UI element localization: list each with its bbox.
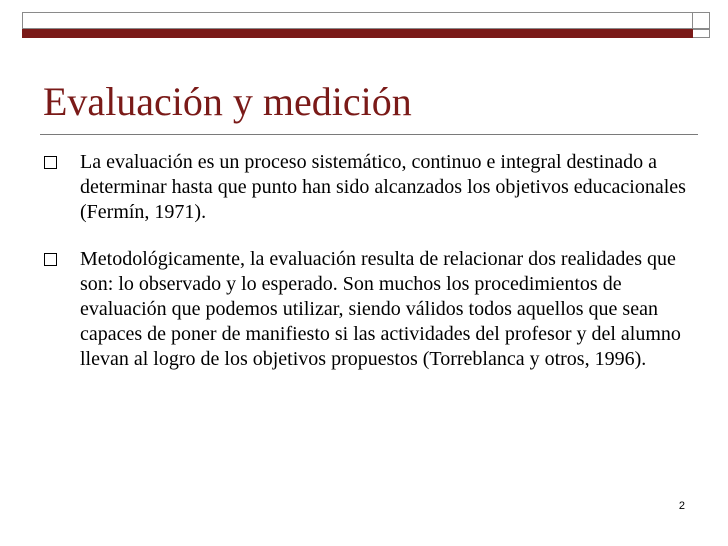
band-cell-wide <box>22 12 693 29</box>
bullet-item <box>44 150 694 225</box>
bullet-item <box>44 247 694 372</box>
top-decorative-band <box>22 12 710 38</box>
hollow-square-bullet-icon <box>44 156 57 169</box>
bullet-list <box>44 150 694 394</box>
bullet-text: Metodológicamente, la evaluación resulta de relacionar dos realidades que son: lo observado y lo esperado. Son muchos los procedimientos de evaluación que podemos utilizar, siendo válidos todos aquellos que sean capaces de poner de manifiesto si las actividades del profesor y del alumno llevan al logro de los objetivos propuestos (Torreblanca y otros, 1996). <box>80 248 681 370</box>
band-cell-red-stripe <box>22 29 693 38</box>
band-cell-square <box>693 12 710 29</box>
page-number: 2 <box>678 500 685 512</box>
top-band-upper-row <box>22 12 710 29</box>
top-band-lower-row <box>22 29 710 38</box>
band-cell-square-lower <box>693 29 710 38</box>
slide-title: Evaluación y medición <box>43 79 412 124</box>
bullet-text: La evaluación es un proceso sistemático, continuo e integral destinado a determinar hasta que punto han sido alcanzados los objetivos educacionales (Fermín, 1971). <box>80 151 686 223</box>
title-divider <box>40 134 698 135</box>
hollow-square-bullet-icon <box>44 253 57 266</box>
